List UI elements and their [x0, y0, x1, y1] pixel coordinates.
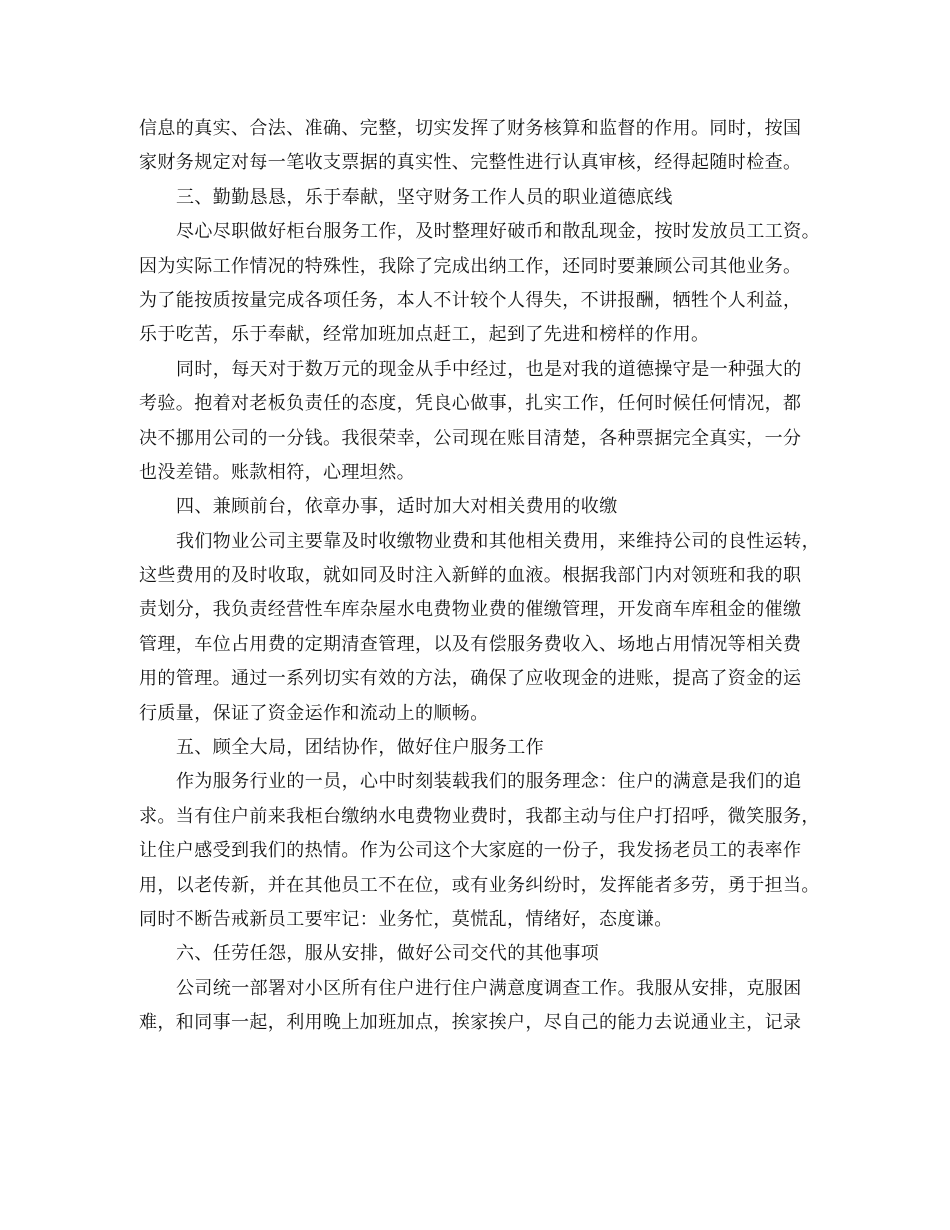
text-line: 管理，车位占用费的定期清查管理，以及有偿服务费收入、场地占用情况等相关费 — [139, 633, 802, 655]
paragraph-first-line: 作为服务行业的一员，心中时刻装载我们的服务理念：住户的满意是我们的追 — [176, 771, 802, 793]
text-line: 也没差错。账款相符，心理坦然。 — [139, 461, 415, 483]
section-heading-6: 六、任劳任怨，服从安排，做好公司交代的其他事项 — [176, 943, 600, 965]
text-line: 为了能按质按量完成各项任务，本人不计较个人得失，不讲报酬，牺牲个人利益， — [139, 289, 802, 311]
text-line: 因为实际工作情况的特殊性，我除了完成出纳工作，还同时要兼顾公司其他业务。 — [139, 255, 802, 277]
text-line: 用的管理。通过一系列切实有效的方法，确保了应收现金的进账，提高了资金的运 — [139, 668, 802, 690]
text-line: 这些费用的及时收取，就如同及时注入新鲜的血液。根据我部门内对领班和我的职 — [139, 565, 802, 587]
document-body — [139, 112, 820, 1041]
paragraph-first-line: 同时，每天对于数万元的现金从手中经过，也是对我的道德操守是一种强大的 — [176, 358, 802, 380]
text-line: 用，以老传新，并在其他员工不在位，或有业务纠纷时，发挥能者多劳，勇于担当。 — [139, 874, 820, 896]
text-line: 难，和同事一起，利用晚上加班加点，挨家挨户，尽自己的能力去说通业主，记录 — [139, 1012, 802, 1034]
text-line: 同时不断告戒新员工要牢记：业务忙，莫慌乱，情绪好，态度谦。 — [139, 908, 673, 930]
section-heading-4: 四、兼顾前台，依章办事，适时加大对相关费用的收缴 — [176, 496, 618, 518]
text-line: 让住户感受到我们的热情。作为公司这个大家庭的一份子，我发扬老员工的表率作 — [139, 840, 802, 862]
paragraph-first-line: 公司统一部署对小区所有住户进行住户满意度调查工作。我服从安排，克服困 — [176, 977, 802, 999]
paragraph-first-line: 我们物业公司主要靠及时收缴物业费和其他相关费用，来维持公司的良性运转， — [176, 530, 820, 552]
text-line: 乐于吃苦，乐于奉献，经常加班加点赶工，起到了先进和榜样的作用。 — [139, 324, 710, 346]
text-line: 信息的真实、合法、准确、完整，切实发挥了财务核算和监督的作用。同时，按国 — [139, 118, 802, 139]
text-line: 求。当有住户前来我柜台缴纳水电费物业费时，我都主动与住户打招呼，微笑服务， — [139, 805, 820, 827]
text-line: 责划分，我负责经营性车库杂屋水电费物业费的催缴管理，开发商车库租金的催缴 — [139, 599, 802, 621]
text-line: 行质量，保证了资金运作和流动上的顺畅。 — [139, 702, 489, 724]
paragraph-first-line: 尽心尽职做好柜台服务工作，及时整理好破币和散乱现金，按时发放员工工资。 — [176, 221, 820, 243]
section-heading-5: 五、顾全大局，团结协作，做好住户服务工作 — [176, 737, 544, 759]
text-line: 家财务规定对每一笔收支票据的真实性、完整性进行认真审核，经得起随时检查。 — [139, 152, 802, 174]
text-line: 考验。抱着对老板负责任的态度，凭良心做事，扎实工作，任何时候任何情况，都 — [139, 393, 802, 415]
text-line: 决不挪用公司的一分钱。我很荣幸，公司现在账目清楚，各种票据完全真实，一分 — [139, 427, 802, 449]
section-heading-3: 三、勤勤恳恳，乐于奉献，坚守财务工作人员的职业道德底线 — [176, 186, 673, 208]
